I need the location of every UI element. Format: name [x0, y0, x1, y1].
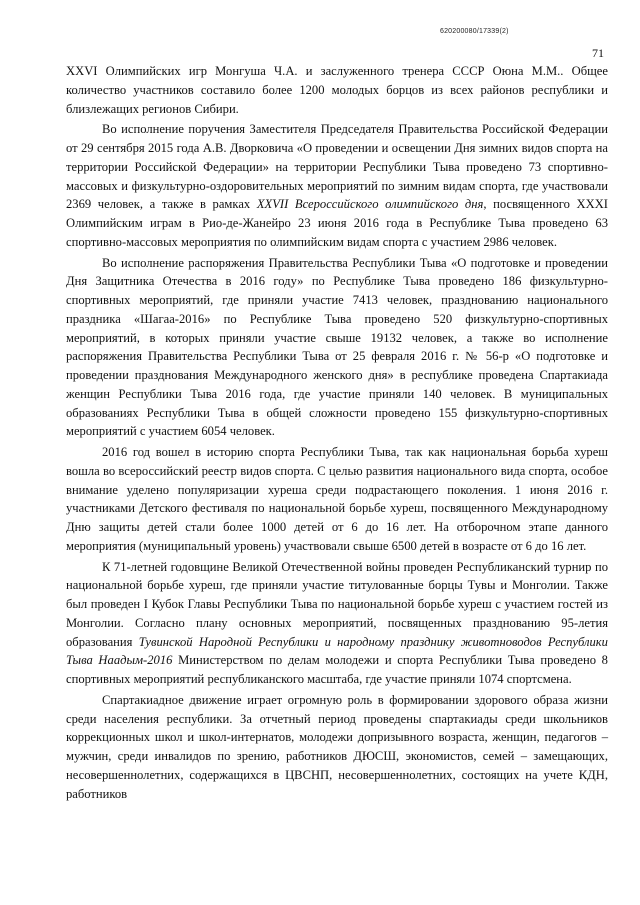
- paragraph-5: [66, 558, 608, 689]
- paragraph-2-emphasis: XXVII Всероссийского олимпийского дня: [256, 197, 484, 212]
- paragraph-4: 2016 год вошел в историю спорта Республики Тыва, так как национальная борьба хуреш вошла во всероссийский реестр видов спорта. С целью развития национального вида спорта, особое внимание уделено популяризации хуреша среди подрастающего поколения. 1 июня 2016 г. участниками Детского фестиваля по национальной борьбе хуреш, посвященного Международному Дню защиты детей стали более 1000 детей от 6 до 16 лет. На отборочном этапе данного мероприятия (муниципальный уровень) участвовали свыше 6500 детей в возрасте от 6 до 16 лет.: [66, 445, 608, 553]
- paragraph-5-text-b: Министерством по делам молодежи и спорта Республики Тыва проведено 8 спортивных мероприятий республиканского масштаба, где участие приняли 1074 спортсмена.: [66, 653, 608, 686]
- paragraph-3: Во исполнение распоряжения Правительства Республики Тыва «О подготовке и проведении Дня Защитника Отечества в 2016 году» по Республике Тыва проведено 186 физкультурно-спортивных мероприятий, где приняли участие 7413 человек, празднованию национального праздника «Шагаа-2016» по Республике Тыва проведено 520 физкультурно-спортивных мероприятий, в которых приняли участие свыше 19132 человек, а также во исполнение распоряжения Правительства Республики Тыва от 25 февраля 2016 г. № 56-р «О подготовке и проведении празднования Международного женского дня» в республике проведена Спартакиада женщин Республики Тыва 2016 года, где участие приняли 140 человек. В муниципальных образованиях Республики Тыва в общей сложности проведено 155 физкультурно-спортивных мероприятий с участием 6054 человек.: [66, 255, 608, 439]
- paragraph-2: [66, 120, 608, 251]
- document-id: 620200080/17339(2): [440, 28, 509, 35]
- paragraph-5-emphasis: Тувинской Народной Республики и народному празднику животноводов Республики Тыва Наадым-2016: [66, 634, 608, 668]
- paragraph-5-text-a: К 71-летней годовщине Великой Отечественной войны проведен Республиканский турнир по национальной борьбе хуреш, где приняли участие титулованные борцы Тувы и Монголии. Также был проведен I Кубок Главы Республики Тыва по национальной борьбе хуреш с участием гостей из Монголии. Согласно плану основных мероприятий, посвященных празднованию 95-летия образования: [66, 559, 608, 649]
- paragraph-6: Спартакиадное движение играет огромную роль в формировании здорового образа жизни среди населения республики. За отчетный период проведены спартакиады среди школьников коррекционных школ и школ-интернатов, молодежи допризывного возраста, женщин, педагогов – мужчин, среди инвалидов по зрению, работников ДЮСШ, экономистов, семей – замещающих, несовершеннолетних, содержащихся в ЦВСНП, несовершеннолетних, состоящих на учете КДН, работников: [66, 692, 608, 801]
- paragraph-1: XXVI Олимпийских игр Монгуша Ч.А. и заслуженного тренера СССР Оюна М.М.. Общее количество участников составило более 1200 молодых борцов из всех районов республики и близлежащих регионов Сибири.: [66, 64, 608, 116]
- paragraph-2-text-b: , посвященного XXXI Олимпийским играм в Рио-де-Жанейро 23 июня 2016 года в Республике Тыва проведено 63 спортивно-массовых мероприятия по олимпийским видам спорта с участием 2986 человек.: [66, 197, 608, 249]
- page-number: 71: [592, 46, 604, 60]
- document-body: [66, 62, 608, 805]
- paragraph-2-text-a: Во исполнение поручения Заместителя Председателя Правительства Российской Федерации от 29 сентября 2015 года А.В. Дворковича «О проведении и освещении Дня зимних видов спорта на территории Российской Федерации» на территории Республики Тыва проведено 73 спортивно-массовых и физкультурно-оздоровительных мероприятий по зимним видам спорта, где участвовали 2369 человек, а также в рамках: [66, 122, 608, 212]
